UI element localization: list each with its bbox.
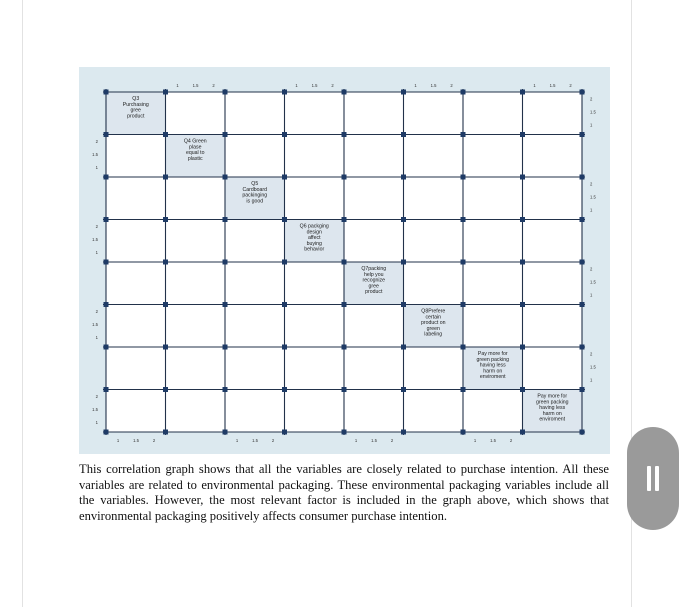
tick-label-y: 1.5 [92, 407, 98, 412]
scatter-panel [225, 390, 285, 433]
scatter-panel [225, 220, 285, 263]
variable-label: product on [420, 320, 446, 327]
scatter-panel [285, 135, 345, 178]
tick-label-x: 1.5 [490, 438, 496, 443]
data-point-marker [282, 217, 287, 222]
data-point-marker [461, 387, 466, 392]
data-point-marker [461, 260, 466, 265]
data-point-marker [342, 345, 347, 350]
variable-label: Q5 [251, 181, 259, 187]
scatter-panel [106, 177, 166, 220]
variable-label: green [426, 325, 440, 332]
scatter-panel [106, 262, 166, 305]
variable-label: recognize [362, 277, 385, 284]
tick-label-x: 1 [533, 83, 536, 88]
scroll-handle[interactable] [627, 427, 679, 530]
scatter-panel [404, 177, 464, 220]
tick-label-x: 1 [176, 83, 179, 88]
data-point-marker [520, 345, 525, 350]
scatter-panel [106, 135, 166, 178]
variable-label: Q8Prefere [421, 308, 446, 315]
scatter-panel [523, 135, 583, 178]
variable-label: harm on [483, 368, 503, 375]
data-point-marker [342, 387, 347, 392]
data-point-marker [461, 302, 466, 307]
tick-label-x: 1.5 [252, 438, 258, 443]
data-point-marker [282, 175, 287, 180]
scatter-panel [404, 390, 464, 433]
scatter-panel [166, 305, 226, 348]
scatter-panel [344, 390, 404, 433]
data-point-marker [282, 430, 287, 435]
data-point-marker [163, 90, 168, 95]
scatter-panel [523, 262, 583, 305]
variable-label: design [306, 229, 322, 236]
scatter-panel [106, 305, 166, 348]
data-point-marker [580, 217, 585, 222]
tick-label-y: 1.5 [590, 194, 596, 200]
variable-label: is good [246, 198, 264, 205]
tick-label-x: 1 [235, 438, 239, 443]
scatter-panel [285, 305, 345, 348]
scatter-panel [463, 262, 523, 305]
scatter-panel [344, 305, 404, 348]
tick-label-y: 1 [95, 165, 98, 170]
data-point-marker [461, 430, 466, 435]
tick-label-y: 1.5 [92, 237, 98, 242]
scatter-panel [404, 92, 464, 135]
data-point-marker [401, 175, 406, 180]
variable-label: Pay more for [537, 393, 568, 400]
tick-label-x: 1.5 [133, 438, 139, 443]
data-point-marker [401, 132, 406, 137]
scatter-panel [166, 220, 226, 263]
scatter-panel [344, 135, 404, 178]
scatter-panel [463, 305, 523, 348]
tick-label-x: 1.5 [549, 83, 556, 88]
variable-label: green packing [535, 399, 569, 406]
data-point-marker [223, 260, 228, 265]
tick-label-y: 2 [95, 139, 98, 144]
scatter-panel [404, 262, 464, 305]
data-point-marker [163, 345, 168, 350]
scatter-panel [225, 135, 285, 178]
scatter-panel [463, 390, 523, 433]
data-point-marker [282, 302, 287, 307]
tick-label-y: 1 [590, 292, 593, 298]
variable-label: help you [363, 271, 384, 278]
data-point-marker [282, 260, 287, 265]
data-point-marker [580, 430, 585, 435]
scatter-panel [523, 347, 583, 390]
data-point-marker [401, 430, 406, 435]
figure-caption: This correlation graph shows that all the variables are closely related to purchase intention. All these variables are related to environmental packaging. These environmental packaging variables include all the variables. However, the most relevant factor is included in the graph above, which shows that environmental packaging positively affects consumer purchase intention. [79, 462, 609, 523]
scatter-matrix [79, 67, 610, 454]
tick-label-x: 2 [271, 438, 275, 443]
data-point-marker [163, 387, 168, 392]
tick-label-y: 1 [95, 420, 98, 425]
data-point-marker [223, 90, 228, 95]
data-point-marker [223, 387, 228, 392]
data-point-marker [163, 132, 168, 137]
scatter-panel [463, 220, 523, 263]
data-point-marker [104, 217, 109, 222]
tick-label-x: 2 [569, 83, 572, 88]
data-point-marker [580, 90, 585, 95]
tick-label-x: 1 [473, 438, 477, 443]
data-point-marker [342, 90, 347, 95]
variable-label: Pay more for [477, 351, 508, 357]
variable-label: harm on [542, 410, 562, 417]
tick-label-y: 1.5 [590, 279, 596, 285]
data-point-marker [282, 345, 287, 350]
tick-label-x: 1.5 [192, 83, 199, 88]
data-point-marker [520, 175, 525, 180]
tick-label-y: 1.5 [92, 152, 98, 157]
variable-label: certain [425, 314, 442, 321]
data-point-marker [163, 260, 168, 265]
data-point-marker [461, 345, 466, 350]
data-point-marker [282, 387, 287, 392]
variable-label: Q7packing [361, 266, 387, 272]
data-point-marker [163, 302, 168, 307]
variable-label: plastic [187, 155, 203, 162]
scatter-panel [166, 347, 226, 390]
scatter-panel [463, 92, 523, 135]
tick-label-y: 2 [590, 266, 593, 272]
data-point-marker [401, 217, 406, 222]
data-point-marker [520, 302, 525, 307]
scatter-panel [285, 262, 345, 305]
data-point-marker [580, 345, 585, 350]
data-point-marker [461, 132, 466, 137]
tick-label-x: 1.5 [371, 438, 377, 443]
data-point-marker [342, 132, 347, 137]
tick-label-x: 1 [295, 83, 298, 88]
tick-label-y: 1 [95, 250, 98, 255]
data-point-marker [580, 132, 585, 137]
tick-label-x: 2 [390, 438, 394, 443]
data-point-marker [342, 217, 347, 222]
data-point-marker [163, 217, 168, 222]
data-point-marker [223, 302, 228, 307]
data-point-marker [223, 175, 228, 180]
tick-label-y: 1 [590, 122, 593, 128]
tick-label-y: 2 [590, 96, 593, 102]
tick-label-x: 1.5 [311, 83, 318, 88]
scatter-panel [285, 347, 345, 390]
tick-label-x: 1 [116, 438, 120, 443]
tick-label-x: 2 [331, 83, 334, 88]
data-point-marker [223, 217, 228, 222]
scatter-panel [106, 220, 166, 263]
scatter-panel [166, 390, 226, 433]
scatter-panel [523, 305, 583, 348]
scatter-panel [225, 92, 285, 135]
tick-label-y: 2 [590, 351, 593, 357]
data-point-marker [461, 217, 466, 222]
scatter-panel [166, 262, 226, 305]
scatter-panel [225, 347, 285, 390]
data-point-marker [461, 90, 466, 95]
data-point-marker [401, 387, 406, 392]
variable-label: labeling [424, 331, 443, 338]
data-point-marker [580, 175, 585, 180]
scatter-panel [225, 262, 285, 305]
scatter-panel [106, 390, 166, 433]
variable-label: having less [479, 362, 506, 369]
data-point-marker [342, 302, 347, 307]
data-point-marker [520, 387, 525, 392]
data-point-marker [104, 175, 109, 180]
scatter-panel [523, 220, 583, 263]
tick-label-x: 1.5 [430, 83, 437, 88]
data-point-marker [104, 132, 109, 137]
tick-label-x: 1 [354, 438, 358, 443]
scatter-panel [404, 135, 464, 178]
scatter-panel [285, 92, 345, 135]
data-point-marker [342, 175, 347, 180]
data-point-marker [520, 260, 525, 265]
variable-label: enviroment [479, 374, 506, 381]
data-point-marker [401, 302, 406, 307]
scatter-panel [225, 305, 285, 348]
data-point-marker [342, 430, 347, 435]
scatter-panel [523, 92, 583, 135]
variable-label: plase [189, 144, 202, 151]
scatter-panel [344, 177, 404, 220]
tick-label-x: 2 [509, 438, 513, 443]
scatter-panel [344, 92, 404, 135]
variable-label: gree [368, 283, 379, 290]
scatter-panel [463, 177, 523, 220]
data-point-marker [401, 90, 406, 95]
variable-label: equal to [186, 150, 205, 157]
tick-label-y: 1 [590, 377, 593, 383]
variable-label: Cardboard [242, 186, 268, 193]
data-point-marker [163, 175, 168, 180]
data-point-marker [461, 175, 466, 180]
tick-label-y: 1 [95, 335, 98, 340]
data-point-marker [223, 430, 228, 435]
tick-label-x: 2 [450, 83, 453, 88]
variable-label: packinging [242, 192, 268, 199]
scatter-panel [523, 177, 583, 220]
scatter-panel [344, 347, 404, 390]
variable-label: green packing [476, 356, 510, 363]
scatter-panel [463, 135, 523, 178]
variable-label: buying [306, 240, 322, 247]
data-point-marker [520, 90, 525, 95]
scatter-matrix-figure [79, 67, 610, 454]
variable-label: Q3 [132, 96, 140, 102]
data-point-marker [282, 132, 287, 137]
data-point-marker [282, 90, 287, 95]
data-point-marker [520, 217, 525, 222]
data-point-marker [520, 132, 525, 137]
data-point-marker [104, 345, 109, 350]
variable-label: Purchasing [122, 101, 149, 108]
tick-label-y: 2 [95, 394, 98, 399]
data-point-marker [580, 302, 585, 307]
tick-label-y: 2 [95, 309, 98, 314]
variable-label: product [127, 113, 145, 120]
variable-label: behavior [304, 246, 325, 253]
data-point-marker [580, 387, 585, 392]
pause-bars-icon [647, 466, 651, 491]
data-point-marker [104, 260, 109, 265]
data-point-marker [104, 302, 109, 307]
tick-label-y: 1.5 [92, 322, 98, 327]
variable-label: product [365, 289, 383, 296]
tick-label-x: 1 [414, 83, 417, 88]
data-point-marker [163, 430, 168, 435]
tick-label-x: 2 [152, 438, 156, 443]
scatter-panel [404, 220, 464, 263]
tick-label-y: 2 [95, 224, 98, 229]
data-point-marker [223, 345, 228, 350]
tick-label-y: 1 [590, 207, 593, 213]
tick-label-y: 1.5 [590, 364, 596, 370]
data-point-marker [104, 90, 109, 95]
data-point-marker [401, 345, 406, 350]
scatter-panel [344, 220, 404, 263]
tick-label-x: 2 [212, 83, 215, 88]
variable-label: gree [130, 107, 141, 114]
data-point-marker [520, 430, 525, 435]
data-point-marker [342, 260, 347, 265]
variable-label: Q4 Green [183, 138, 207, 145]
scatter-panel [166, 177, 226, 220]
tick-label-y: 1.5 [590, 109, 596, 115]
variable-label: Q6 packging [299, 223, 329, 230]
data-point-marker [223, 132, 228, 137]
variable-label: having less [539, 405, 566, 412]
scatter-panel [285, 177, 345, 220]
scatter-panel [106, 347, 166, 390]
pause-bars-icon-bar [655, 466, 659, 491]
data-point-marker [104, 387, 109, 392]
scatter-panel [166, 92, 226, 135]
data-point-marker [401, 260, 406, 265]
scatter-panel [404, 347, 464, 390]
data-point-marker [580, 260, 585, 265]
tick-label-y: 2 [590, 181, 593, 187]
variable-label: enviroment [539, 416, 566, 423]
variable-label: affect [307, 235, 321, 242]
scatter-panel [285, 390, 345, 433]
data-point-marker [104, 430, 109, 435]
